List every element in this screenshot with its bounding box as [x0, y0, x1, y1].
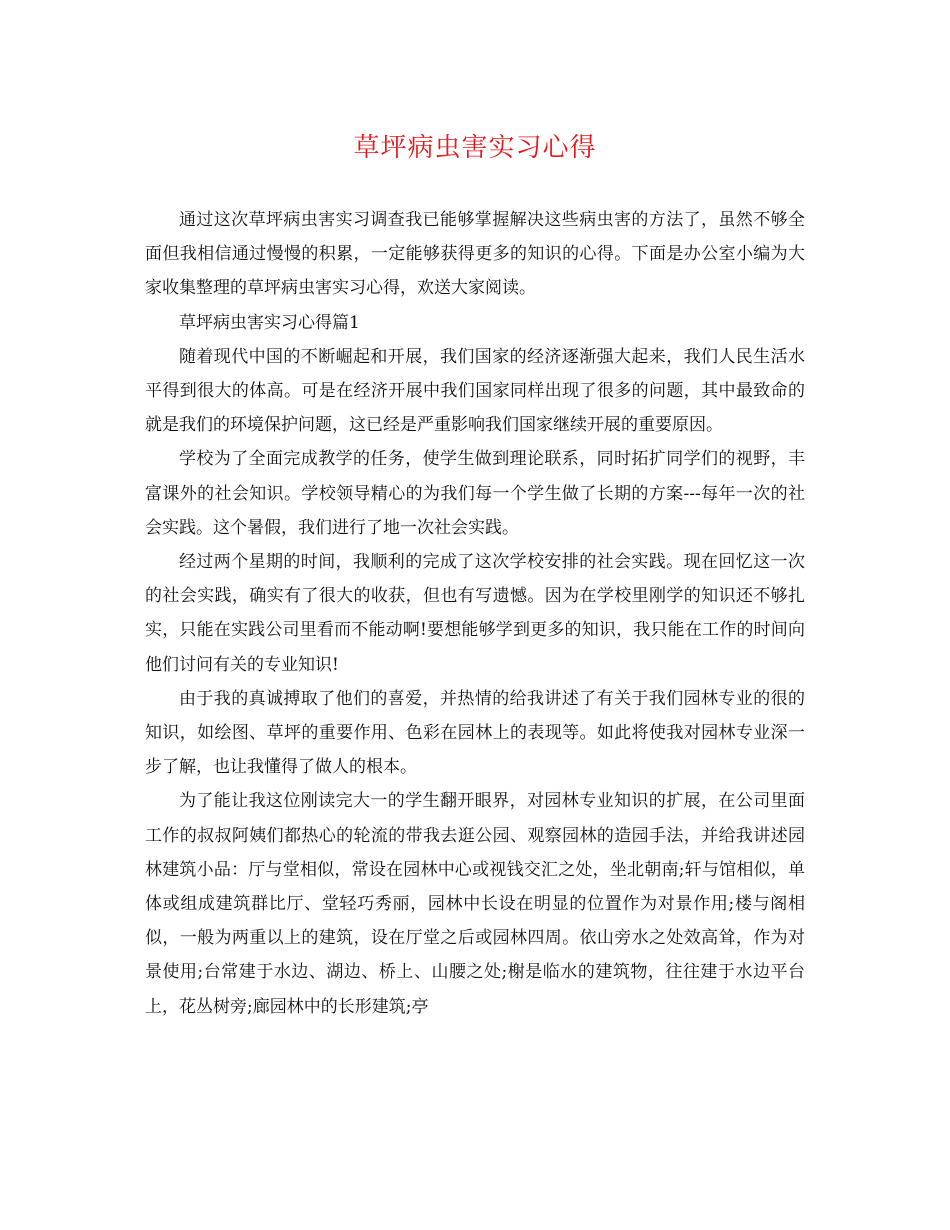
section-heading: 草坪病虫害实习心得篇1: [179, 312, 360, 333]
body-paragraph-3: 经过两个星期的时间，我顺利的完成了这次学校安排的社会实践。现在回忆这一次的社会实践，确实有了很大的收获，但也有写遗憾。因为在学校里刚学的知识还不够扎实，只能在实践公司里看而不能动啊!要想能够学到更多的知识，我只能在工作的时间向他们讨问有关的专业知识!: [145, 552, 805, 675]
body-paragraph-2: 学校为了全面完成教学的任务，使学生做到理论联系，同时拓扩同学们的视野，丰富课外的社会知识。学校领导精心的为我们每一个学生做了长期的方案---每年一次的社会实践。这个暑假，我们进行了地一次社会实践。: [145, 449, 805, 538]
intro-paragraph: 通过这次草坪病虫害实习调查我已能够掌握解决这些病虫害的方法了，虽然不够全面但我相信通过慢慢的积累，一定能够获得更多的知识的心得。下面是办公室小编为大家收集整理的草坪病虫害实习心得，欢送大家阅读。: [145, 210, 805, 299]
document-body: [145, 203, 805, 1024]
body-paragraph-5: 为了能让我这位刚读完大一的学生翻开眼界，对园林专业知识的扩展，在公司里面工作的叔叔阿姨们都热心的轮流的带我去逛公园、观察园林的造园手法，并给我讲述园林建筑小品：厅与堂相似，常设在园林中心或视钱交汇之处，坐北朝南;轩与馆相似，单体或组成建筑群比厅、堂轻巧秀丽，园林中长设在明显的位置作为对景作用;楼与阁相似，一般为两重以上的建筑，设在厅堂之后或园林四周。依山旁水之处效高耸，作为对景使用;台常建于水边、湖边、桥上、山腰之处;榭是临水的建筑物，往往建于水边平台上，花丛树旁;廊园林中的长形建筑;亭: [145, 791, 805, 1017]
body-paragraph-1: 随着现代中国的不断崛起和开展，我们国家的经济逐渐强大起来，我们人民生活水平得到很大的体高。可是在经济开展中我们国家同样出现了很多的问题，其中最致命的就是我们的环境保护问题，这已经是严重影响我们国家继续开展的重要原因。: [145, 346, 805, 436]
document-title: 草坪病虫害实习心得: [353, 133, 597, 163]
body-paragraph-4: 由于我的真诚搏取了他们的喜爱，并热情的给我讲述了有关于我们园林专业的很的知识，如绘图、草坪的重要作用、色彩在园林上的表现等。如此将使我对园林专业深一步了解，也让我懂得了做人的根本。: [145, 688, 805, 778]
